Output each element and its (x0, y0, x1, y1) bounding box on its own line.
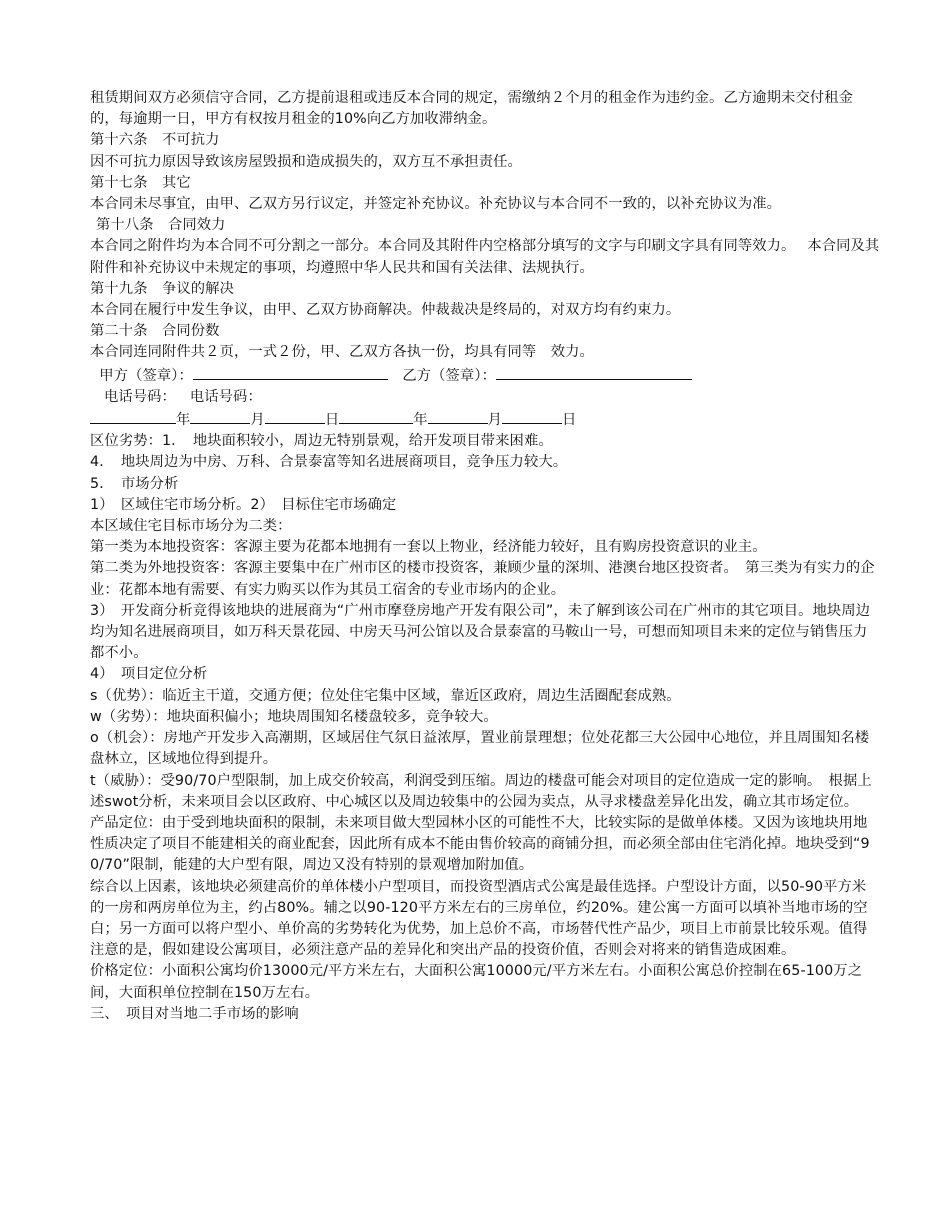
signature-line (90, 364, 880, 387)
party-b-label: 乙方（签章）： (402, 367, 496, 384)
paragraph: 价格定位：小面积公寓均价13000元/平方米左右，大面积公寓10000元/平方米左右。小面积公寓总价控制在65-100万之间，大面积单位控制在150万左右。 (90, 963, 863, 1001)
day-blank (502, 408, 562, 424)
paragraph: 因不可抗力原因导致该房屋毁损和造成损失的，双方互不承担责任。 (90, 153, 522, 170)
month-label: 月 (487, 412, 503, 429)
paragraph: 4． 地块周边为中房、万科、合景泰富等知名进展商项目，竞争压力较大。 (90, 454, 568, 471)
paragraph: o（机会）：房地产开发步入高潮期，区域居住气氛日益浓厚，置业前景理想；位处花都三大公园中心地位，并且周围知名楼盘林立，区域地位得到提升。 (90, 730, 870, 768)
paragraph: 3） 开发商分析竞得该地块的进展商为“广州市摩登房地产开发有限公司”，未了解到该公司在广州市的其它项目。地块周边均为知名进展商项目，如万科天景花园、中房天马河公馆以及合景泰富的马鞍山一号，可想而知项目未来的定位与销售压力都不小。 (90, 602, 871, 662)
article-heading: 第二十条 合同份数 (90, 323, 220, 340)
paragraph: 本合同未尽事宜，由甲、乙双方另行议定，并签定补充协议。补充协议与本合同不一致的，以补充协议为准。 (90, 196, 782, 213)
day-blank (265, 408, 325, 424)
section-heading: 4） 项目定位分析 (90, 666, 208, 683)
year-label: 年 (413, 412, 428, 429)
day-label: 日 (562, 412, 577, 429)
party-a-blank (193, 364, 388, 380)
paragraph: w（劣势）：地块面积偏小；地块周围知名楼盘较多，竞争较大。 (90, 708, 498, 725)
paragraph: 产品定位：由于受到地块面积的限制，未来项目做大型园林小区的可能性不大，比较实际的是做单体楼。又因为该地块用地性质决定了项目不能建相关的商业配套，因此所有成本不能由售价较高的商铺分担，而必须全部由住宅消化掉。地块受到“90/70”限制，能建的大户型有限，周边又没有特别的景观增加附加值。 (90, 814, 870, 874)
phone-a-label: 电话号码： (103, 388, 176, 405)
article-heading: 第十六条 不可抗力 (90, 132, 220, 149)
paragraph: t（威胁）：受90/70户型限制，加上成交价较高，利润受到压缩。周边的楼盘可能会对项目的定位造成一定的影响。 根据上述swot分析，未来项目会以区政府、中心城区以及周边较集中的公园为卖点，从寻求楼盘差异化出发，确立其市场定位。 (90, 772, 872, 810)
year-label: 年 (176, 412, 191, 429)
date-line (90, 408, 880, 431)
article-heading: 第十七条 其它 (90, 174, 191, 191)
paragraph: 本区域住宅目标市场分为二类： (90, 518, 292, 535)
section-heading: 1） 区域住宅市场分析。2） 目标住宅市场确定 (90, 496, 397, 513)
phone-line (90, 387, 880, 408)
section-heading: 三、 项目对当地二手市场的影响 (90, 1005, 299, 1022)
year-blank (90, 408, 176, 424)
month-blank (428, 408, 488, 424)
section-heading: 5． 市场分析 (90, 475, 179, 492)
article-heading: 第十八条 合同效力 (96, 217, 226, 234)
day-label: 日 (324, 412, 340, 429)
paragraph: 综合以上因素，该地块必须建高价的单体楼小户型项目，而投资型酒店式公寓是最佳选择。户型设计方面，以50-90平方米的一房和两房单位为主，约占80%。辅之以90-120平方米左右的三房单位，约20%。建公寓一方面可以填补当地市场的空白；另一方面可以将户型小、单价高的劣势转化为优势，加上总价不高，市场替代性产品少，项目上市前景比较乐观。值得注意的是，假如建设公寓项目，必须注意产品的差异化和突出产品的投资价值，否则会对将来的销售造成困难。 (90, 878, 868, 959)
document-body (90, 88, 880, 1025)
article-heading: 第十九条 争议的解决 (90, 280, 234, 297)
paragraph: 本合同之附件均为本合同不可分割之一部分。本合同及其附件内空格部分填写的文字与印刷文字具有同等效力。 本合同及其附件和补充协议中未规定的事项，均遵照中华人民共和国有关法律、法规执行。 (90, 238, 880, 276)
paragraph: 第一类为本地投资客：客源主要为花都本地拥有一套以上物业，经济能力较好，且有购房投资意识的业主。 (90, 539, 767, 556)
party-b-blank (496, 364, 692, 380)
party-a-label: 甲方（签章）： (99, 367, 193, 384)
paragraph: 本合同连同附件共２页，一式２份，甲、乙双方各执一份，均具有同等 效力。 (90, 344, 594, 361)
phone-b-label: 电话号码： (189, 388, 262, 405)
paragraph: s（优势）：临近主干道，交通方便；位处住宅集中区域，靠近区政府，周边生活圈配套成熟。 (90, 687, 681, 704)
paragraph: 租赁期间双方必须信守合同，乙方提前退租或违反本合同的规定，需缴纳２个月的租金作为违约金。乙方逾期未交付租金的，每逾期一日，甲方有权按月租金的10%向乙方加收滞纳金。 (90, 90, 854, 128)
year-blank (339, 408, 413, 424)
paragraph: 区位劣势：1． 地块面积较小，周边无特别景观，给开发项目带来困难。 (90, 433, 553, 450)
month-blank (190, 408, 250, 424)
paragraph: 第二类为外地投资客：客源主要集中在广州市区的楼市投资客，兼顾少量的深圳、港澳台地区投资者。 第三类为有实力的企业：花都本地有需要、有实力购买以作为其员工宿舍的专业市场内的企业。 (90, 560, 875, 598)
month-label: 月 (250, 412, 265, 429)
paragraph: 本合同在履行中发生争议，由甲、乙双方协商解决。仲裁裁决是终局的，对双方均有约束力。 (90, 302, 681, 319)
